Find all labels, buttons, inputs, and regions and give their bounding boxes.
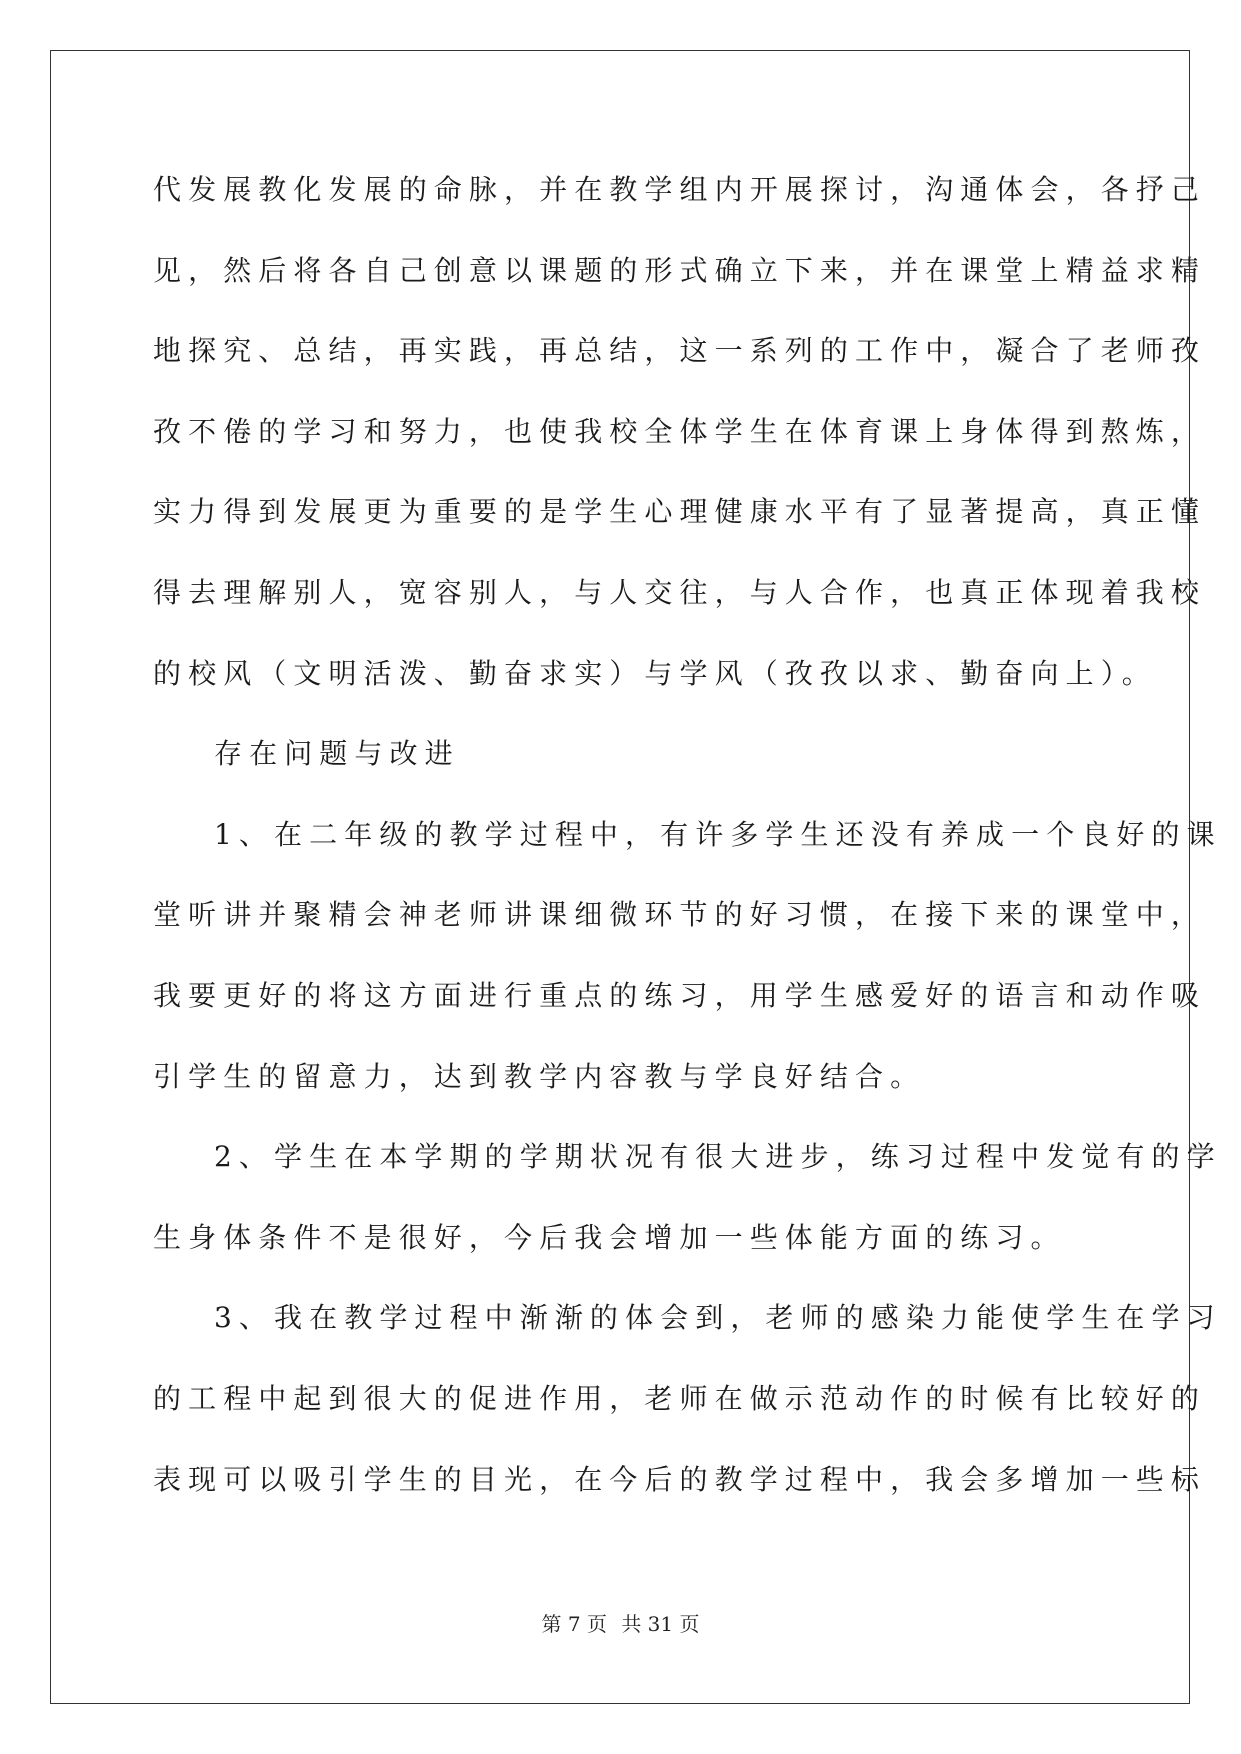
- text-line: 地探究、总结，再实践，再总结，这一系列的工作中，凝合了老师孜: [153, 334, 1207, 368]
- text-line: 堂听讲并聚精会神老师讲课细微环节的好习惯，在接下来的课堂中，: [153, 898, 1207, 932]
- page-footer: [0, 1608, 1241, 1637]
- text-line: 1、在二年级的教学过程中，有许多学生还没有养成一个良好的课: [214, 817, 1222, 851]
- document-body: [153, 165, 1222, 1535]
- page-number: 第 7 页: [541, 1612, 607, 1636]
- text-line: 得去理解别人，宽容别人，与人交往，与人合作，也真正体现着我校: [153, 575, 1207, 609]
- text-line: 3、我在教学过程中渐渐的体会到，老师的感染力能使学生在学习: [214, 1301, 1222, 1335]
- text-line: 引学生的留意力，达到教学内容教与学良好结合。: [153, 1059, 926, 1093]
- section-heading: 存在问题与改进: [214, 737, 460, 771]
- text-line: 实力得到发展更为重要的是学生心理健康水平有了显著提高，真正懂: [153, 495, 1207, 529]
- text-line: 表现可以吸引学生的目光，在今后的教学过程中，我会多增加一些标: [153, 1462, 1207, 1496]
- text-line: 2、学生在本学期的学期状况有很大进步，练习过程中发觉有的学: [214, 1140, 1222, 1174]
- text-line: 见，然后将各自己创意以课题的形式确立下来，并在课堂上精益求精: [153, 253, 1207, 287]
- text-line: 的工程中起到很大的促进作用，老师在做示范动作的时候有比较好的: [153, 1381, 1207, 1415]
- total-pages: 共 31 页: [621, 1612, 700, 1636]
- text-line: 代发展教化发展的命脉，并在教学组内开展探讨，沟通体会，各抒己: [153, 173, 1207, 206]
- text-line: 的校风（文明活泼、勤奋求实）与学风（孜孜以求、勤奋向上）。: [153, 656, 1157, 690]
- text-line: 生身体条件不是很好，今后我会增加一些体能方面的练习。: [153, 1220, 1066, 1254]
- text-line: 我要更好的将这方面进行重点的练习，用学生感爱好的语言和动作吸: [153, 978, 1207, 1012]
- text-line: 孜不倦的学习和努力，也使我校全体学生在体育课上身体得到熬炼，: [153, 414, 1207, 448]
